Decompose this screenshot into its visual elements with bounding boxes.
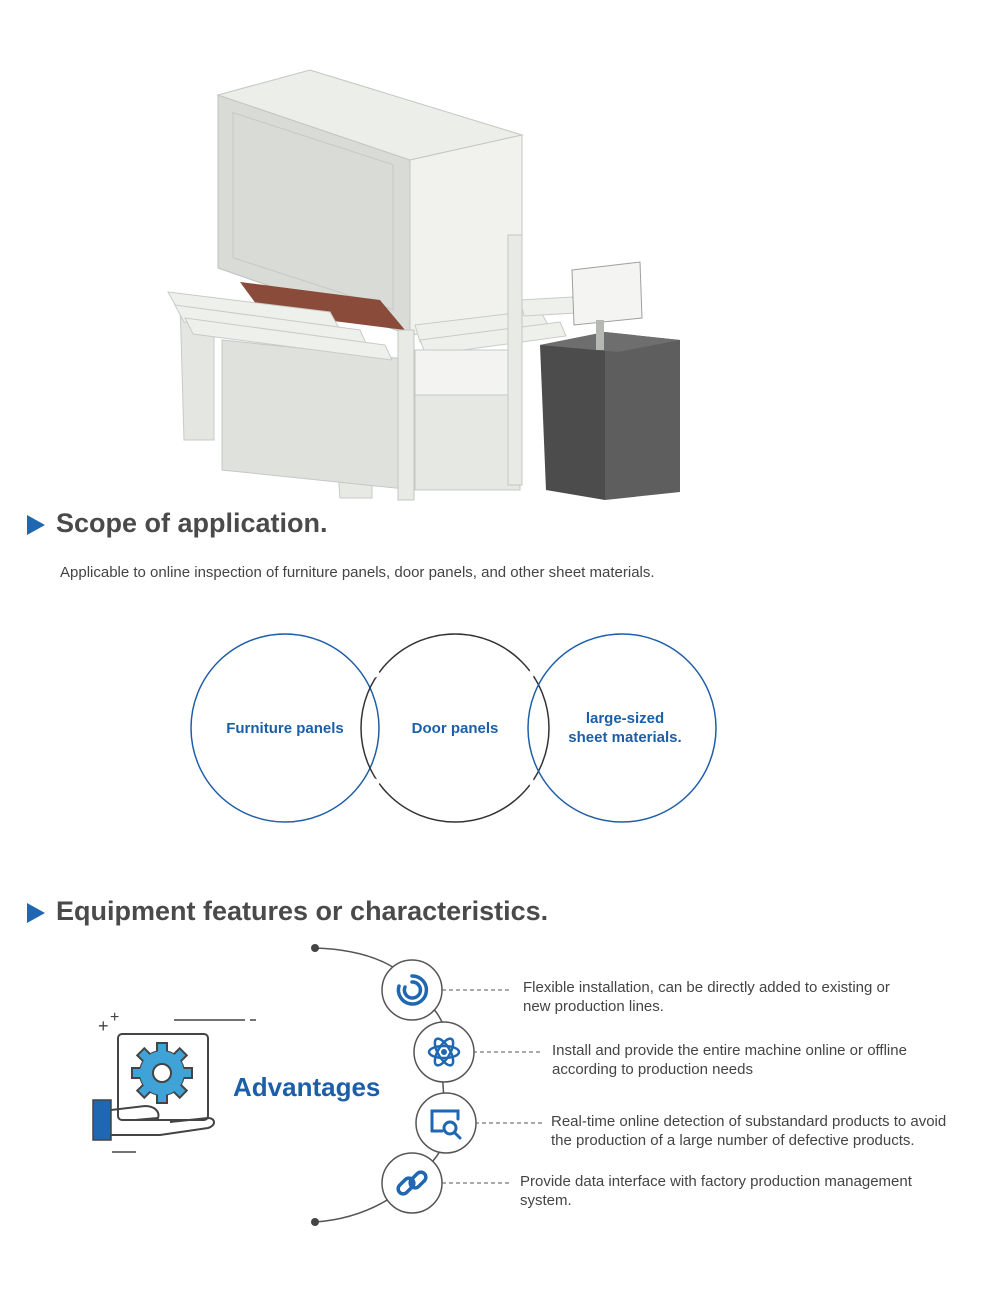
feature-line2: system. — [520, 1192, 572, 1209]
feature-item — [551, 1112, 996, 1150]
advantages-label: Advantages — [233, 1072, 381, 1102]
feature-line2: new production lines. — [523, 998, 664, 1015]
feature-item — [552, 1041, 992, 1079]
scope-description: Applicable to online inspection of furniture panels, door panels, and other sheet materials. — [60, 564, 655, 581]
link-icon — [394, 1165, 430, 1201]
svg-text:+: + — [110, 1009, 120, 1026]
circle-label-sheet-line1: large-sized — [585, 710, 665, 727]
magnifier-window-icon — [428, 1105, 464, 1141]
feature-line2: the production of a large number of defective products. — [551, 1132, 915, 1149]
feature-line2: according to production needs — [552, 1061, 753, 1078]
feature-line1: Real-time online detection of substandard products to avoid — [551, 1113, 947, 1130]
circle-label-door: Door panels — [411, 720, 499, 737]
feature-item — [520, 1172, 960, 1210]
circle-label-sheet-line2: sheet materials. — [568, 729, 682, 746]
atom-icon — [426, 1034, 462, 1070]
feature-line1: Install and provide the entire machine online or offline — [552, 1042, 907, 1059]
scope-title: Scope of application. — [56, 508, 328, 538]
feature-item — [523, 978, 963, 1016]
circle-label-furniture: Furniture panels — [226, 720, 344, 737]
features-title: Equipment features or characteristics. — [56, 896, 549, 926]
feature-line1: Provide data interface with factory production management — [520, 1173, 912, 1190]
svg-text:+: + — [98, 1016, 109, 1036]
feature-line1: Flexible installation, can be directly added to existing or — [523, 979, 890, 996]
spiral-icon — [394, 972, 430, 1008]
